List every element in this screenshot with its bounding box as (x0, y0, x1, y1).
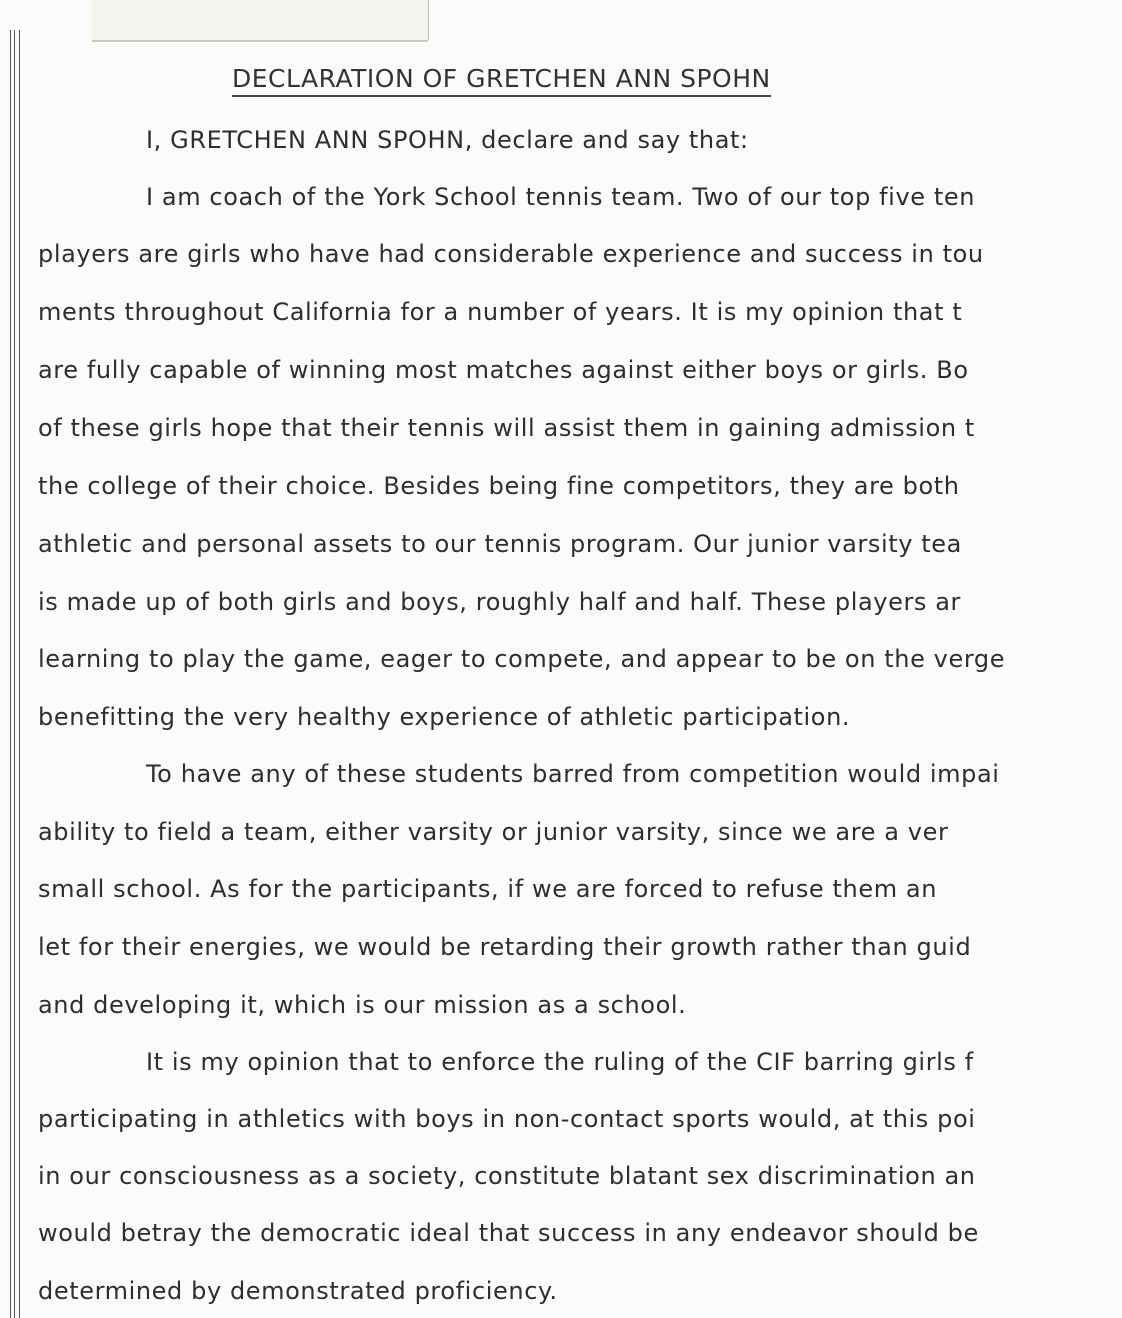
text-line: ability to field a team, either varsity or junior varsity, since we are a ver (38, 818, 949, 846)
left-margin-rules (10, 30, 22, 1318)
text-line: small school. As for the participants, if we are forced to refuse them an (38, 875, 938, 903)
document-title: DECLARATION OF GRETCHEN ANN SPOHN (232, 64, 771, 97)
text-line: players are girls who have had considerable experience and success in tou (38, 240, 984, 268)
text-line: determined by demonstrated proficiency. (38, 1277, 558, 1305)
text-line: I am coach of the York School tennis team. Two of our top five ten (146, 183, 976, 211)
text-line: and developing it, which is our mission as a school. (38, 991, 687, 1019)
text-line: ments throughout California for a number of years. It is my opinion that t (38, 298, 963, 326)
text-line: would betray the democratic ideal that success in any endeavor should be (38, 1219, 979, 1247)
attached-paper-edge (92, 0, 429, 42)
text-line: learning to play the game, eager to compete, and appear to be on the verge (38, 645, 1006, 673)
text-line: To have any of these students barred from competition would impai (146, 760, 1000, 788)
text-line: benefitting the very healthy experience of athletic participation. (38, 703, 851, 731)
text-line: participating in athletics with boys in non-contact sports would, at this poi (38, 1105, 976, 1133)
text-line: athletic and personal assets to our tennis program. Our junior varsity tea (38, 530, 962, 558)
text-line: It is my opinion that to enforce the ruling of the CIF barring girls f (146, 1048, 974, 1076)
text-line: the college of their choice. Besides being fine competitors, they are both (38, 472, 960, 500)
text-line: I, GRETCHEN ANN SPOHN, declare and say that: (146, 126, 749, 154)
text-line: of these girls hope that their tennis will assist them in gaining admission t (38, 414, 975, 442)
text-line: let for their energies, we would be retarding their growth rather than guid (38, 933, 972, 961)
text-line: in our consciousness as a society, constitute blatant sex discrimination an (38, 1162, 976, 1190)
text-line: is made up of both girls and boys, roughly half and half. These players ar (38, 588, 962, 616)
text-line: are fully capable of winning most matches against either boys or girls. Bo (38, 356, 969, 384)
